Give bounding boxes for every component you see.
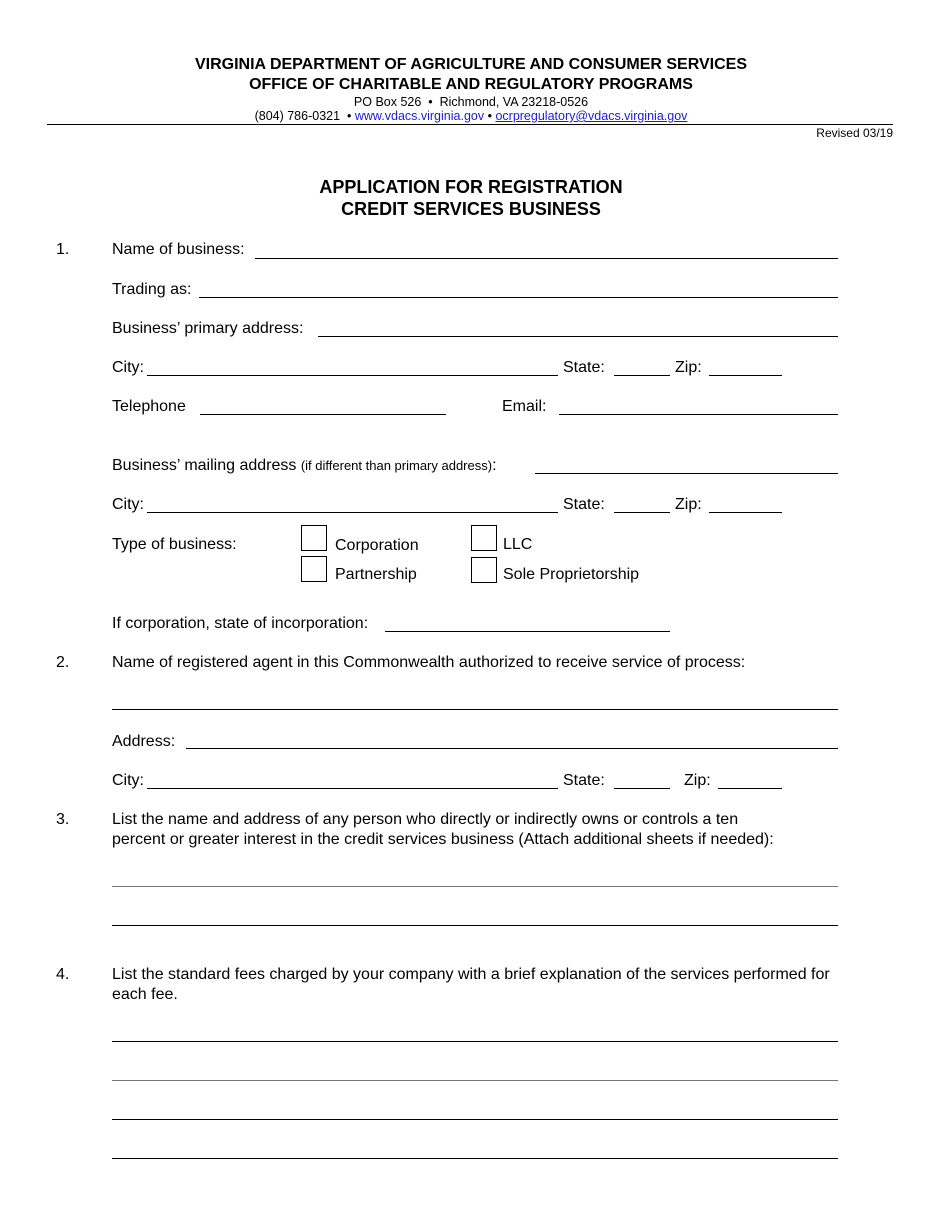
- revised-date: Revised 03/19: [816, 126, 893, 140]
- partnership-label: Partnership: [335, 566, 417, 583]
- section-1-number: 1.: [56, 241, 70, 258]
- mailing-city-field[interactable]: [147, 512, 558, 513]
- registered-agent-label: Name of registered agent in this Commonwealth authorized to receive service of process:: [112, 654, 746, 671]
- partnership-checkbox[interactable]: [301, 556, 327, 582]
- state-field[interactable]: [614, 375, 670, 376]
- mailing-address-label: [112, 456, 497, 475]
- ownership-text-line1: List the name and address of any person who directly or indirectly owns or controls a ten: [112, 811, 739, 828]
- city-field[interactable]: [147, 375, 558, 376]
- office-phone: (804) 786-0321 •: [254, 109, 352, 123]
- dept-name: VIRGINIA DEPARTMENT OF AGRICULTURE AND CONSUMER SERVICES: [194, 56, 748, 73]
- agent-zip-label: Zip:: [684, 772, 711, 789]
- state-label: State:: [563, 359, 605, 376]
- llc-label: LLC: [503, 536, 533, 553]
- contact-line: [0, 109, 942, 123]
- section-4-number: 4.: [56, 966, 70, 983]
- fees-field-2[interactable]: [112, 1080, 838, 1081]
- mailing-zip-label: Zip:: [675, 496, 702, 513]
- telephone-field[interactable]: [200, 414, 446, 415]
- mailing-city-label: City:: [112, 496, 144, 513]
- agent-address-label: Address:: [112, 733, 176, 750]
- zip-field[interactable]: [709, 375, 782, 376]
- primary-address-field[interactable]: [318, 336, 838, 337]
- city-label: City:: [112, 359, 144, 376]
- fees-text-line1: List the standard fees charged by your company with a brief explanation of the services performed for: [112, 966, 830, 983]
- mailing-address-text: Business’ mailing address: [112, 457, 297, 474]
- business-name-field[interactable]: [255, 258, 838, 259]
- agent-city-field[interactable]: [147, 788, 558, 789]
- telephone-label: Telephone: [112, 398, 186, 415]
- incorporation-state-field[interactable]: [385, 631, 670, 632]
- ownership-field-1[interactable]: [112, 886, 838, 887]
- primary-address-label: Business’ primary address:: [112, 320, 304, 337]
- corporation-label: Corporation: [335, 537, 419, 554]
- incorporation-state-label: If corporation, state of incorporation:: [112, 615, 369, 632]
- section-2-number: 2.: [56, 654, 70, 671]
- agent-zip-field[interactable]: [718, 788, 782, 789]
- section-3-number: 3.: [56, 811, 70, 828]
- agent-city-label: City:: [112, 772, 144, 789]
- business-type-label: Type of business:: [112, 536, 237, 553]
- office-name: OFFICE OF CHARITABLE AND REGULATORY PROGRAMS: [249, 76, 693, 93]
- llc-checkbox[interactable]: [471, 525, 497, 551]
- sole-proprietorship-label: Sole Proprietorship: [503, 566, 640, 583]
- mailing-address-field[interactable]: [535, 473, 838, 474]
- corporation-checkbox[interactable]: [301, 525, 327, 551]
- ownership-text-line2: percent or greater interest in the credit services business (Attach additional sheets if needed):: [112, 831, 774, 848]
- ownership-field-2[interactable]: [112, 925, 838, 926]
- email-link[interactable]: ocrpregulatory@vdacs.virginia.gov: [495, 109, 688, 123]
- trading-as-label: Trading as:: [112, 281, 192, 298]
- registered-agent-field[interactable]: [112, 709, 838, 710]
- website-link[interactable]: www.vdacs.virginia.gov: [354, 109, 485, 123]
- office-address: PO Box 526 • Richmond, VA 23218-0526: [353, 95, 589, 109]
- fees-field-1[interactable]: [112, 1041, 838, 1042]
- form-title-line2: CREDIT SERVICES BUSINESS: [341, 199, 601, 219]
- contact-separator: •: [487, 109, 492, 123]
- fees-field-3[interactable]: [112, 1119, 838, 1120]
- fees-text-line2: each fee.: [112, 986, 178, 1003]
- form-title-line1: APPLICATION FOR REGISTRATION: [319, 177, 623, 197]
- zip-label: Zip:: [675, 359, 702, 376]
- email-field[interactable]: [559, 414, 838, 415]
- mailing-address-colon: :: [492, 457, 497, 474]
- mailing-zip-field[interactable]: [709, 512, 782, 513]
- business-name-label: Name of business:: [112, 241, 245, 258]
- mailing-state-label: State:: [563, 496, 605, 513]
- agent-state-label: State:: [563, 772, 605, 789]
- mailing-state-field[interactable]: [614, 512, 670, 513]
- agent-address-field[interactable]: [186, 748, 838, 749]
- sole-proprietorship-checkbox[interactable]: [471, 557, 497, 583]
- mailing-address-note: (if different than primary address): [300, 458, 493, 473]
- agent-state-field[interactable]: [614, 788, 670, 789]
- trading-as-field[interactable]: [199, 297, 838, 298]
- email-label: Email:: [502, 398, 547, 415]
- header-divider: [47, 124, 893, 125]
- fees-field-4[interactable]: [112, 1158, 838, 1159]
